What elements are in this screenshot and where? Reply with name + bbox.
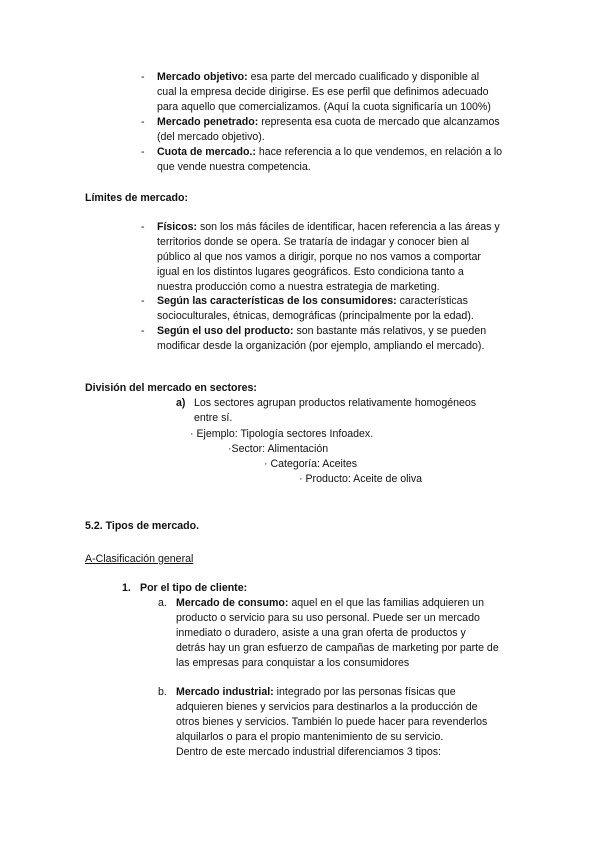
term: Mercado industrial: [176, 686, 274, 698]
list-marker-a: a) [176, 397, 186, 409]
term: Cuota de mercado.: [157, 146, 256, 158]
text-line: inmediato o duradero, asiste a una gran oferta de productos y [176, 627, 466, 639]
text-line: público al que nos vamos a dirigir, porque no nos vamos a comportar [157, 251, 481, 263]
term: Según las características de los consumidores: [157, 295, 397, 307]
list-marker-a-sub: a. [158, 597, 167, 609]
section-title: 5.2. Tipos de mercado. [85, 520, 200, 532]
text-line: las empresas para conquistar a los consumidores [176, 657, 410, 669]
subsection-clasificacion: A-Clasificación general [85, 553, 194, 565]
heading-limites: Límites de mercado: [85, 192, 189, 204]
text-line: aquel en el que las familias adquieren un [288, 597, 484, 609]
text-line: representa esa cuota de mercado que alcanzamos [258, 116, 500, 128]
text-line: producto o servicio para su uso personal. Puede ser un mercado [176, 612, 480, 624]
categoria-line: · Categoría: Aceites [264, 458, 358, 470]
text-line: detrás hay un gran esfuerzo de campañas de marketing por parte de [176, 642, 499, 654]
bullet-caracteristicas-consumidores [157, 294, 557, 324]
bullet-dash: - [141, 295, 145, 307]
bullet-fisicos [157, 220, 557, 295]
text-line: que vende nuestra competencia. [157, 161, 311, 173]
mercado-industrial [176, 685, 536, 760]
mercado-consumo [176, 596, 536, 671]
heading-division: División del mercado en sectores: [85, 382, 257, 394]
bullet-uso-producto [157, 324, 557, 354]
text-line: características [396, 295, 468, 307]
term: Según el uso del producto: [157, 325, 294, 337]
bullet-mercado-objetivo [157, 70, 557, 115]
text-line: integrado por las personas físicas que [273, 686, 456, 698]
ejemplo-line: · Ejemplo: Tipología sectores Infoadex. [190, 428, 374, 440]
text-line: hace referencia a lo que vendemos, en relación a lo [255, 146, 503, 158]
bullet-dash: - [141, 146, 145, 158]
list-marker-1: 1. [122, 582, 131, 594]
text-line: Los sectores agrupan productos relativamente homogéneos [194, 397, 477, 409]
text-line: nuestra producción como a nuestra estrategia de marketing. [157, 281, 440, 293]
bullet-dash: - [141, 221, 145, 233]
text-line: adquieren bienes y servicios para destinarlos a la producción de [176, 701, 478, 713]
text-line: entre sí. [194, 412, 233, 424]
bullet-cuota-mercado [157, 145, 557, 175]
text-line: igual en los distintos lugares geográficos. Esto condiciona tanto a [157, 266, 464, 278]
text-line: modificar desde la organización (por ejemplo, ampliando el mercado). [157, 340, 485, 352]
text-line: para aquello que comercializamos. (Aquí la cuota significaría un 100%) [157, 101, 491, 113]
text-line: otros bienes y servicios. También lo puede hacer para revenderlos [176, 716, 488, 728]
sector-line: ·Sector: Alimentación [228, 443, 329, 455]
producto-line: · Producto: Aceite de oliva [299, 473, 423, 485]
term: Mercado de consumo: [176, 597, 289, 609]
bullet-dash: - [141, 325, 145, 337]
division-a-text [194, 396, 534, 426]
item1-title: Por el tipo de cliente: [140, 582, 248, 594]
text-line: socioculturales, étnicas, demográficas (principalmente por la edad). [157, 310, 474, 322]
bullet-dash: - [141, 116, 145, 128]
text-line: alquilarlos o para el propio mantenimiento de su servicio. [176, 731, 444, 743]
text-line: (del mercado objetivo). [157, 131, 265, 143]
term: Mercado objetivo: [157, 71, 248, 83]
text-line: son los más fáciles de identificar, hacen referencia a las áreas y [197, 221, 500, 233]
text-line: territorios donde se opera. Se trataría de indagar y conocer bien al [157, 236, 470, 248]
term: Mercado penetrado: [157, 116, 259, 128]
bullet-mercado-penetrado [157, 115, 557, 145]
text-line: esa parte del mercado cualificado y disponible al [247, 71, 480, 83]
term: Físicos: [157, 221, 198, 233]
list-marker-b-sub: b. [158, 686, 167, 698]
text-line: Dentro de este mercado industrial diferenciamos 3 tipos: [176, 746, 441, 758]
text-line: cual la empresa decide dirigirse. Es ese perfil que definimos adecuado [157, 86, 489, 98]
text-line: son bastante más relativos, y se pueden [293, 325, 487, 337]
bullet-dash: - [141, 71, 145, 83]
